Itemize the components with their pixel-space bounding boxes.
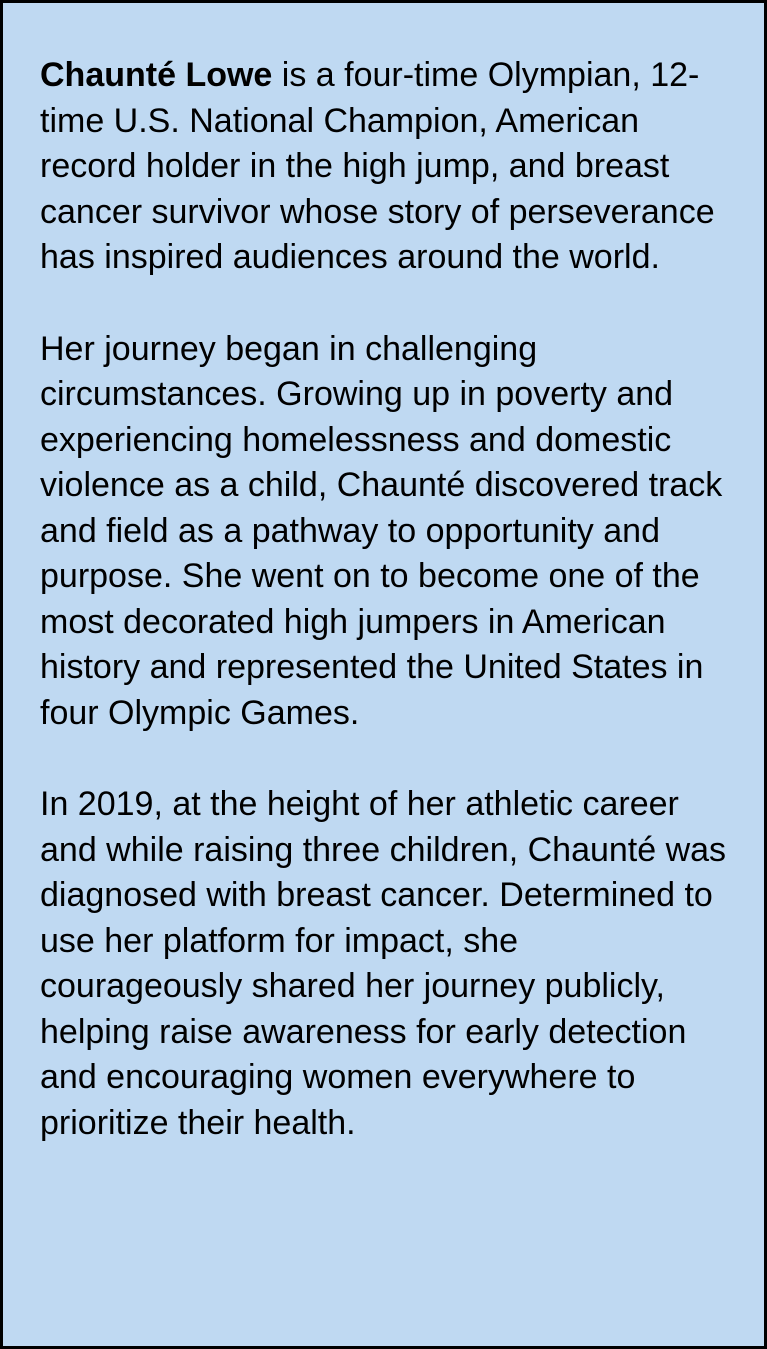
athlete-name: Chaunté Lowe (40, 56, 273, 94)
intro-text: is a four-time Olympian, 12-time U.S. National Champion, American record holder in the high jump, and breast cancer survivor whose story of perseverance has inspired audiences around the world. (40, 56, 715, 276)
bio-paragraph-diagnosis: In 2019, at the height of her athletic career and while raising three children, Chaunté was diagnosed with breast cancer. Determined to use her platform for impact, she courageously shared her journey publicly, helping raise awareness for early detection and encouraging women everywhere to prioritize their health. (40, 785, 727, 1142)
bio-paragraph-intro (40, 53, 728, 281)
bio-paragraph-journey: Her journey began in challenging circumstances. Growing up in poverty and experiencing homelessness and domestic violence as a child, Chaunté discovered track and field as a pathway to opportunity and purpose. She went on to become one of the most decorated high jumpers in American history and represented the United States in four Olympic Games. (40, 329, 723, 732)
